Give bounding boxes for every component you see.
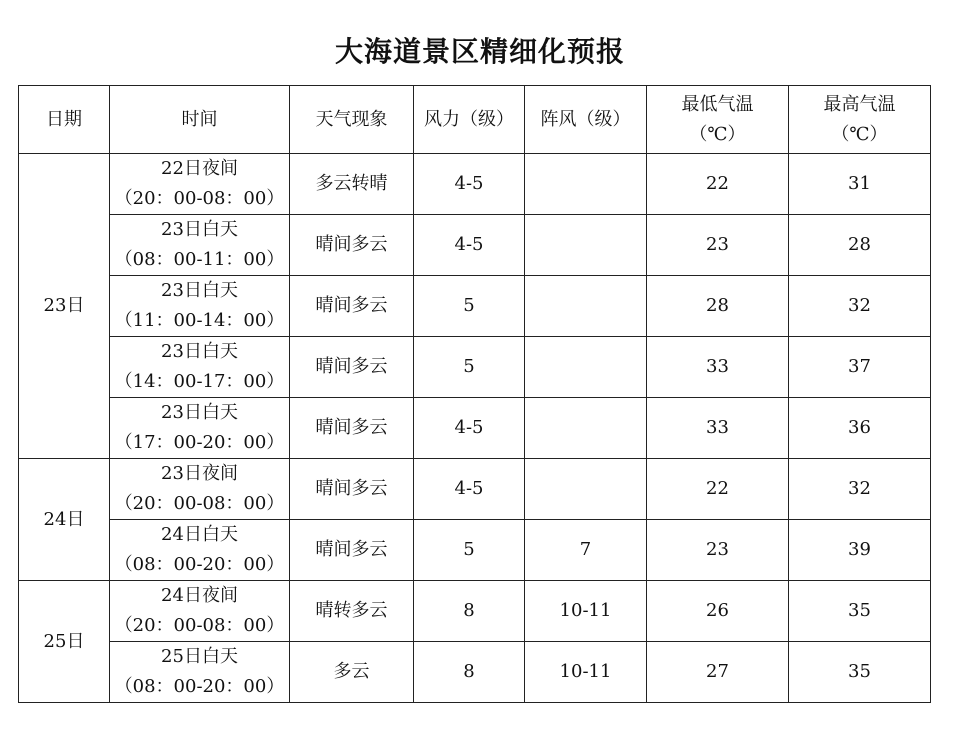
forecast-table — [18, 85, 931, 703]
wind-cell: 5 — [414, 337, 525, 398]
max-temp-cell: 39 — [789, 520, 931, 581]
header-min-temp-unit: （℃） — [689, 123, 746, 145]
date-cell: 24日 — [19, 459, 110, 581]
header-max-temp-label: 最高气温 — [823, 93, 896, 115]
max-temp-cell: 32 — [789, 459, 931, 520]
header-row — [19, 86, 931, 154]
header-min-temp-label: 最低气温 — [681, 93, 754, 115]
wind-cell: 5 — [414, 520, 525, 581]
table-row — [19, 154, 931, 215]
table-row — [19, 398, 931, 459]
table-row — [19, 642, 931, 703]
table-row — [19, 520, 931, 581]
gust-cell — [525, 459, 647, 520]
wind-cell: 4-5 — [414, 459, 525, 520]
time-range: （08：00-20：00） — [114, 554, 285, 575]
time-range: （20：00-08：00） — [114, 615, 285, 636]
time-cell — [110, 642, 290, 703]
date-cell: 23日 — [19, 154, 110, 459]
table-row — [19, 215, 931, 276]
time-cell — [110, 337, 290, 398]
period-label: 23日白天 — [161, 402, 238, 423]
max-temp-cell: 36 — [789, 398, 931, 459]
gust-cell — [525, 398, 647, 459]
wind-cell: 4-5 — [414, 398, 525, 459]
wind-cell: 4-5 — [414, 215, 525, 276]
max-temp-cell: 35 — [789, 581, 931, 642]
period-label: 25日白天 — [161, 646, 238, 667]
weather-cell: 晴间多云 — [290, 520, 414, 581]
max-temp-cell: 35 — [789, 642, 931, 703]
min-temp-cell: 22 — [647, 154, 789, 215]
gust-cell: 10-11 — [525, 642, 647, 703]
time-range: （20：00-08：00） — [114, 493, 285, 514]
gust-cell: 7 — [525, 520, 647, 581]
time-range: （11：00-14：00） — [114, 310, 285, 331]
header-date: 日期 — [19, 86, 110, 154]
gust-cell: 10-11 — [525, 581, 647, 642]
weather-cell: 晴间多云 — [290, 459, 414, 520]
header-weather: 天气现象 — [290, 86, 414, 154]
header-min-temp — [647, 86, 789, 154]
header-max-temp — [789, 86, 931, 154]
time-cell — [110, 581, 290, 642]
weather-cell: 晴间多云 — [290, 215, 414, 276]
time-range: （20：00-08：00） — [114, 188, 285, 209]
forecast-body — [19, 154, 931, 703]
weather-cell: 多云 — [290, 642, 414, 703]
wind-cell: 8 — [414, 642, 525, 703]
time-range: （08：00-20：00） — [114, 676, 285, 697]
min-temp-cell: 22 — [647, 459, 789, 520]
period-label: 24日白天 — [161, 524, 238, 545]
period-label: 23日白天 — [161, 219, 238, 240]
max-temp-cell: 28 — [789, 215, 931, 276]
weather-cell: 多云转晴 — [290, 154, 414, 215]
time-cell — [110, 398, 290, 459]
header-gust: 阵风（级） — [525, 86, 647, 154]
weather-cell: 晴间多云 — [290, 276, 414, 337]
page-title: 大海道景区精细化预报 — [334, 35, 625, 68]
time-cell — [110, 215, 290, 276]
min-temp-cell: 33 — [647, 398, 789, 459]
header-wind: 风力（级） — [414, 86, 525, 154]
time-range: （14：00-17：00） — [114, 371, 285, 392]
min-temp-cell: 23 — [647, 520, 789, 581]
gust-cell — [525, 154, 647, 215]
header-time: 时间 — [110, 86, 290, 154]
gust-cell — [525, 215, 647, 276]
period-label: 23日白天 — [161, 341, 238, 362]
gust-cell — [525, 337, 647, 398]
wind-cell: 8 — [414, 581, 525, 642]
min-temp-cell: 33 — [647, 337, 789, 398]
weather-cell: 晴间多云 — [290, 337, 414, 398]
weather-cell: 晴间多云 — [290, 398, 414, 459]
header-max-temp-unit: （℃） — [831, 123, 888, 145]
table-row — [19, 276, 931, 337]
time-range: （17：00-20：00） — [114, 432, 285, 453]
table-row — [19, 337, 931, 398]
time-cell — [110, 520, 290, 581]
wind-cell: 4-5 — [414, 154, 525, 215]
date-cell: 25日 — [19, 581, 110, 703]
min-temp-cell: 26 — [647, 581, 789, 642]
period-label: 24日夜间 — [161, 585, 238, 606]
min-temp-cell: 27 — [647, 642, 789, 703]
time-cell — [110, 459, 290, 520]
min-temp-cell: 23 — [647, 215, 789, 276]
time-cell — [110, 154, 290, 215]
min-temp-cell: 28 — [647, 276, 789, 337]
max-temp-cell: 32 — [789, 276, 931, 337]
wind-cell: 5 — [414, 276, 525, 337]
gust-cell — [525, 276, 647, 337]
max-temp-cell: 37 — [789, 337, 931, 398]
time-cell — [110, 276, 290, 337]
period-label: 22日夜间 — [161, 158, 238, 179]
period-label: 23日白天 — [161, 280, 238, 301]
table-row — [19, 581, 931, 642]
time-range: （08：00-11：00） — [114, 249, 285, 270]
table-row — [19, 459, 931, 520]
period-label: 23日夜间 — [161, 463, 238, 484]
weather-cell: 晴转多云 — [290, 581, 414, 642]
max-temp-cell: 31 — [789, 154, 931, 215]
